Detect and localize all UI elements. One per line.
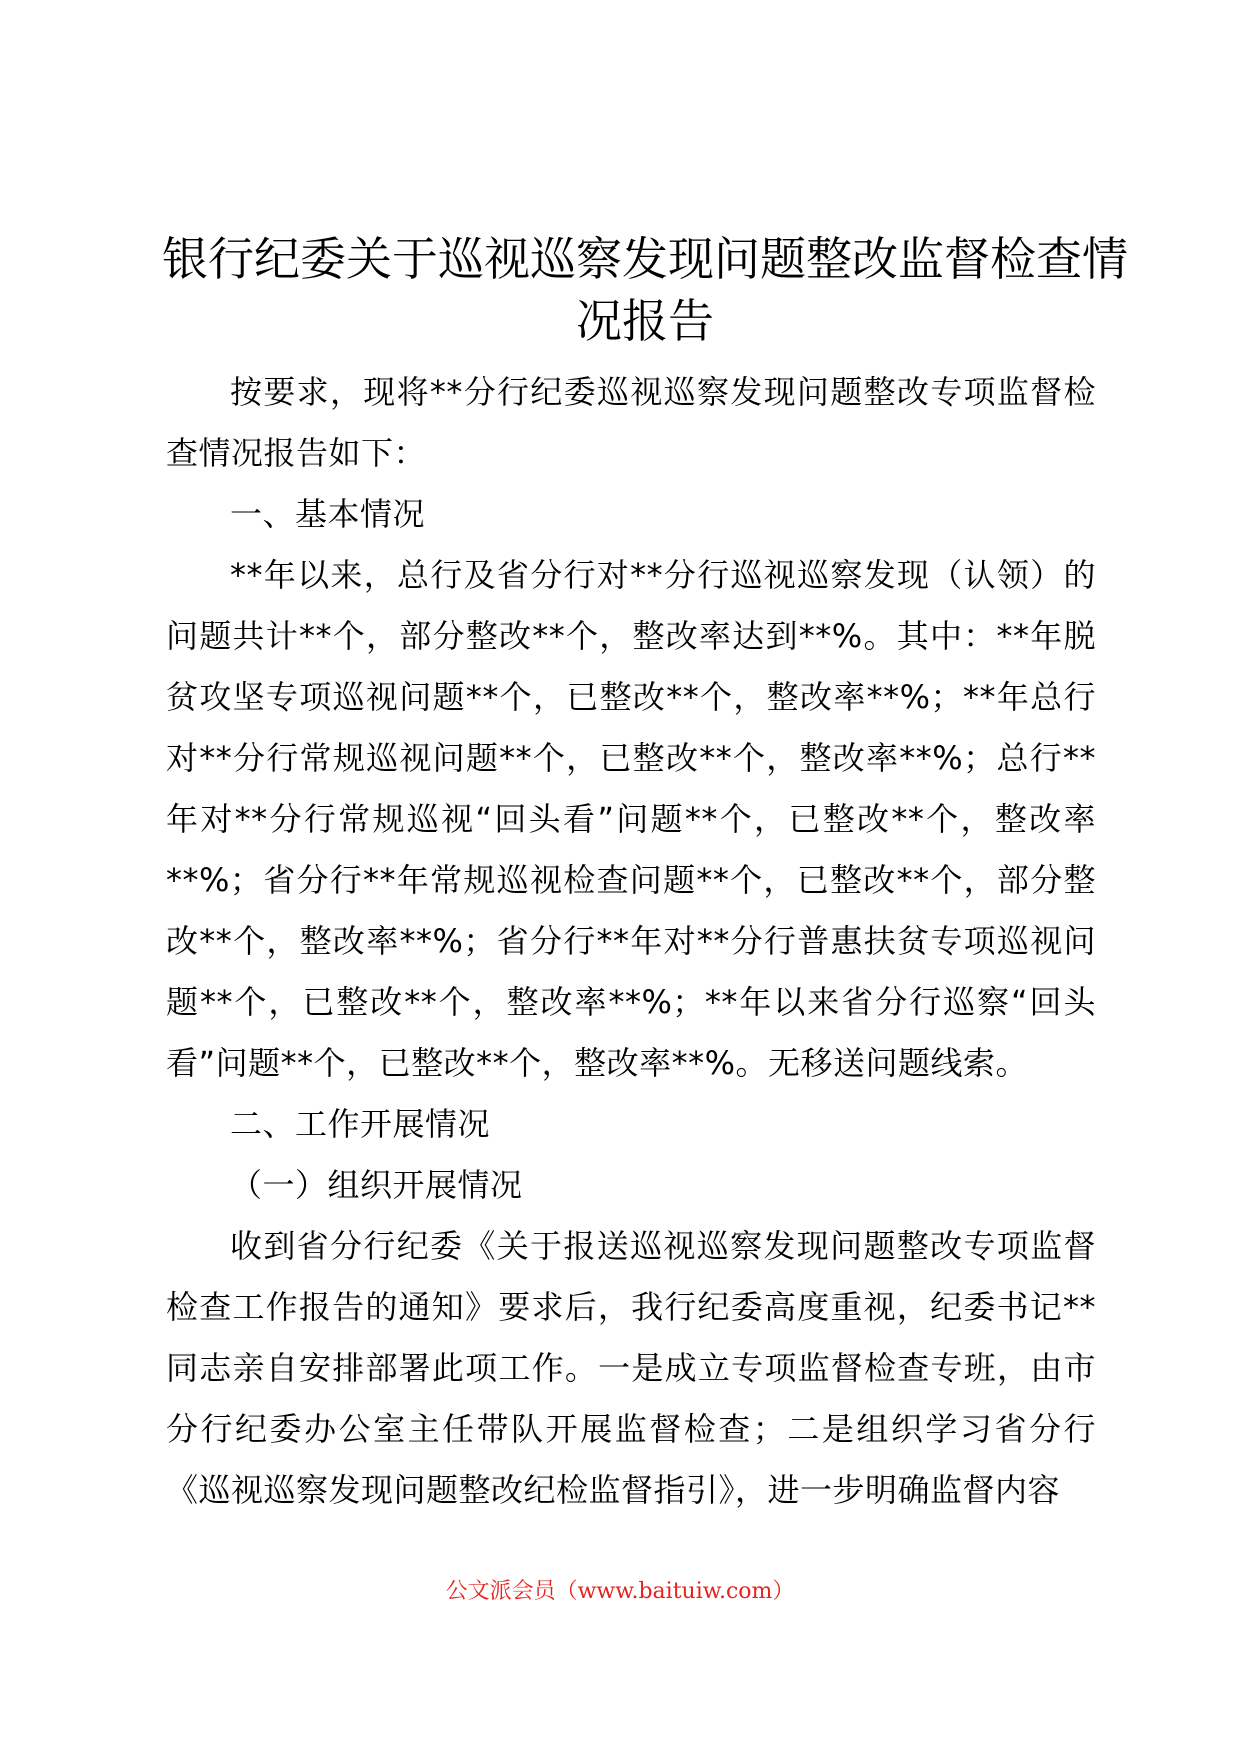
watermark-footer: 公文派会员（www.baituiw.com）	[445, 1579, 795, 1604]
subsection-heading-organization: （一）组织开展情况	[230, 1166, 523, 1204]
document-body	[166, 362, 1096, 1521]
document-title: 银行纪委关于巡视巡察发现问题整改监督检查情况报告	[162, 232, 1128, 348]
basic-situation-paragraph: **年以来，总行及省分行对**分行巡视巡察发现（认领）的问题共计**个，部分整改**个，整改率达到**%。其中：**年脱贫攻坚专项巡视问题**个，已整改**个，整改率**%；**年总行对**分行常规巡视问题**个，已整改**个，整改率**%；总行**年对**分行常规巡视“回头看”问题**个，已整改**个，整改率**%；省分行**年常规巡视检查问题**个，已整改**个，部分整改**个，整改率**%；省分行**年对**分行普惠扶贫专项巡视问题**个，已整改**个，整改率**%；**年以来省分行巡察“回头看”问题**个，已整改**个，整改率**%。无移送问题线索。	[166, 556, 1096, 1082]
section-heading-work: 二、工作开展情况	[230, 1105, 491, 1143]
intro-paragraph: 按要求，现将**分行纪委巡视巡察发现问题整改专项监督检查情况报告如下：	[166, 373, 1096, 472]
section-heading-basic: 一、基本情况	[230, 495, 426, 533]
organization-paragraph: 收到省分行纪委《关于报送巡视巡察发现问题整改专项监督检查工作报告的通知》要求后，我行纪委高度重视，纪委书记**同志亲自安排部署此项工作。一是成立专项监督检查专班，由市分行纪委办公室主任带队开展监督检查；二是组织学习省分行《巡视巡察发现问题整改纪检监督指引》，进一步明确监督内容	[166, 1227, 1096, 1509]
